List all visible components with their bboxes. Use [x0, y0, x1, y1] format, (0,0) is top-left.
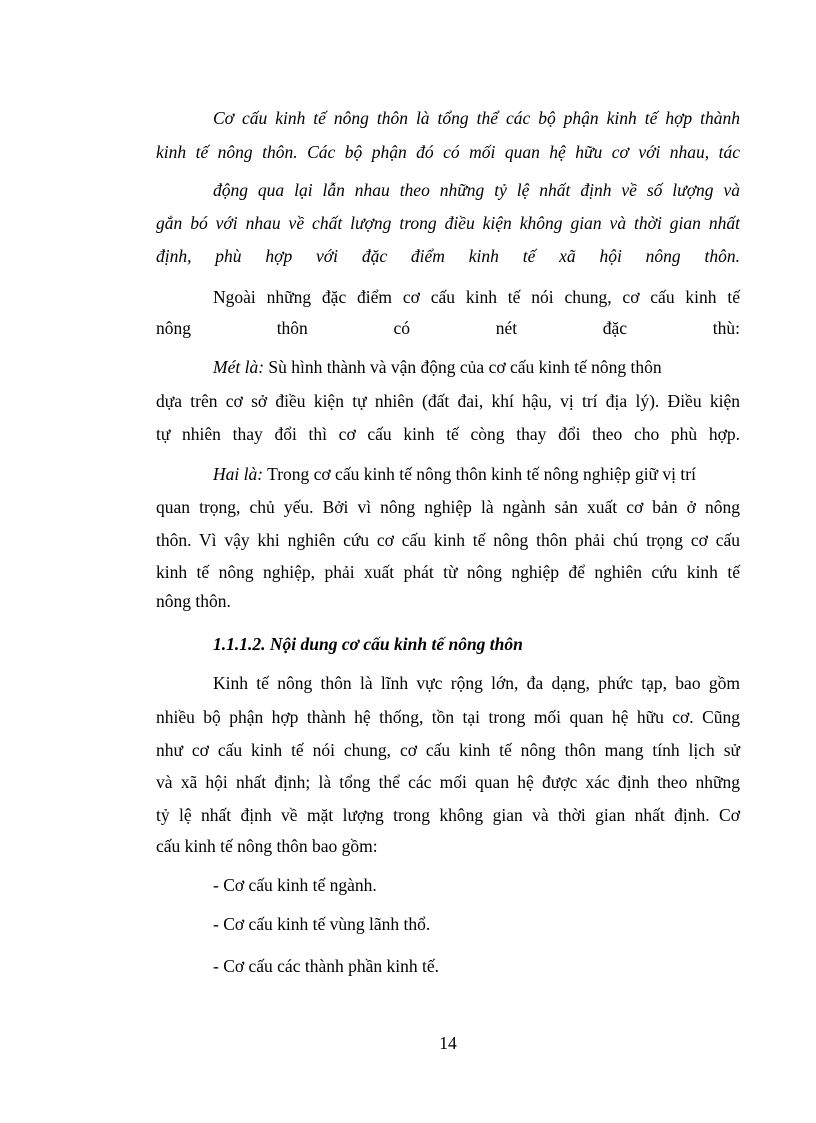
intro-line-5: định, phù hợp với đặc điểm kinh tế xã hội nông thôn. — [156, 246, 740, 266]
intro-line-1: Cơ cấu kinh tế nông thôn là tổng thể các bộ phận kinh tế hợp thành — [213, 108, 740, 128]
point-two-label: Hai là: — [213, 464, 264, 484]
point-two-line-3: thôn. Vì vậy khi nghiên cứu cơ cấu kinh tế nông thôn phải chú trọng cơ cấu — [156, 530, 740, 550]
point-two-line-1 — [213, 464, 740, 484]
point-two-line-4: kinh tế nông nghiệp, phải xuất phát từ nông nghiệp để nghiên cứu kinh tế — [156, 562, 740, 582]
content-line-6: cấu kinh tế nông thôn bao gồm: — [156, 836, 378, 856]
list-item-region: - Cơ cấu kinh tế vùng lãnh thổ. — [213, 914, 431, 934]
list-item-sectors: - Cơ cấu các thành phần kinh tế. — [213, 956, 439, 976]
content-line-2: nhiều bộ phận hợp thành hệ thống, tồn tại trong mối quan hệ hữu cơ. Cũng — [156, 707, 740, 727]
point-two-text: Trong cơ cấu kinh tế nông thôn kinh tế nông nghiệp giữ vị trí — [263, 464, 696, 484]
point-one-line-3: tự nhiên thay đổi thì cơ cấu kinh tế còng thay đổi theo cho phù hợp. — [156, 424, 740, 444]
content-line-1: Kinh tế nông thôn là lĩnh vực rộng lớn, đa dạng, phức tạp, bao gồm — [213, 673, 740, 693]
point-one-line-1 — [213, 357, 740, 377]
intro-line-2: kinh tế nông thôn. Các bộ phận đó có mối quan hệ hữu cơ với nhau, tác — [156, 142, 740, 162]
list-item-industry: - Cơ cấu kinh tế ngành. — [213, 875, 377, 895]
features-line-2: nông thôn có nét đặc thù: — [156, 318, 740, 338]
page-number: 14 — [439, 1033, 457, 1053]
point-one-line-2: dựa trên cơ sở điều kiện tự nhiên (đất đai, khí hậu, vị trí địa lý). Điều kiện — [156, 391, 740, 411]
content-line-5: tỷ lệ nhất định về mặt lượng trong không gian và thời gian nhất định. Cơ — [156, 805, 740, 825]
content-line-3: như cơ cấu kinh tế nói chung, cơ cấu kinh tế nông thôn mang tính lịch sử — [156, 740, 740, 760]
point-one-text: Sù hình thành và vận động của cơ cấu kinh tế nông thôn — [264, 357, 662, 377]
features-line-1: Ngoài những đặc điểm cơ cấu kinh tế nói chung, cơ cấu kinh tế — [213, 287, 740, 307]
content-line-4: và xã hội nhất định; là tổng thể các mối quan hệ được xác định theo những — [156, 772, 740, 792]
point-one-label: Mét là: — [213, 357, 265, 377]
intro-line-4: gắn bó với nhau về chất lượng trong điều kiện không gian và thời gian nhất — [156, 213, 740, 233]
point-two-line-2: quan trọng, chủ yếu. Bởi vì nông nghiệp là ngành sản xuất cơ bản ở nông — [156, 497, 740, 517]
section-heading: 1.1.1.2. Nội dung cơ cấu kinh tế nông thôn — [213, 634, 523, 654]
intro-line-3: động qua lại lẫn nhau theo những tỷ lệ nhất định về số lượng và — [213, 180, 740, 200]
point-two-line-5: nông thôn. — [156, 591, 231, 611]
